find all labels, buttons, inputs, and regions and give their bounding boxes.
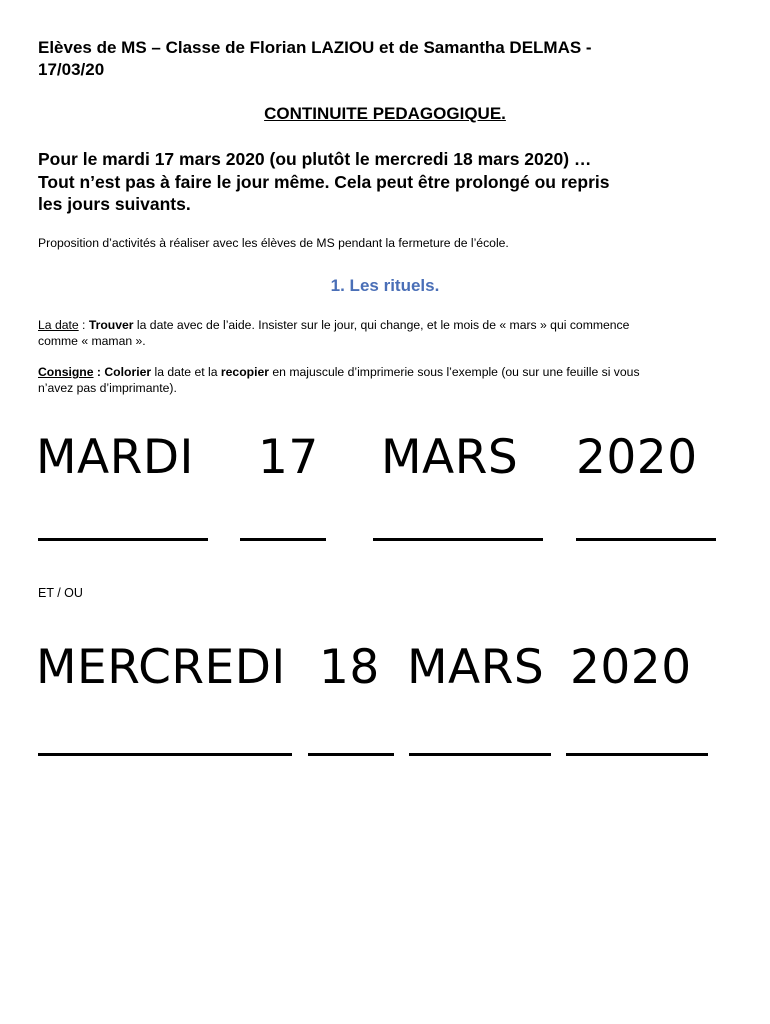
date2-year: 2020 [570,640,692,695]
intro-line-1: Pour le mardi 17 mars 2020 (ou plutôt le mercredi 18 mars 2020) … [38,149,592,169]
consigne-label: Consigne [38,365,94,379]
date2-day: MERCREDI [36,640,286,695]
consigne-separator: : [93,365,105,379]
proposition-text: Proposition d’activités à réaliser avec les élèves de MS pendant la fermeture de l’école. [38,236,509,250]
date1-year: 2020 [576,430,698,485]
date2-number-write-line [308,753,394,756]
date-paragraph [38,318,738,349]
consigne-text-line-2: n’avez pas d’imprimante). [38,380,177,395]
header-line-1: Elèves de MS – Classe de Florian LAZIOU et de Samantha DELMAS - [38,38,592,57]
header-line-2: 17/03/20 [38,60,105,79]
date-text-line-2: comme « maman ». [38,333,146,348]
date1-day-write-line [38,538,208,541]
consigne-verb-recopier: recopier [220,365,270,379]
date1-day: MARDI [36,430,194,485]
date2-month: MARS [407,640,545,695]
intro-line-2: Tout n’est pas à faire le jour même. Cela peut être prolongé ou repris [38,172,610,192]
consigne-text-line-1: en majuscule d’imprimerie sous l’exemple (ou sur une feuille si vous [269,365,640,379]
date-text-line-1: la date avec de l’aide. Insister sur le jour, qui change, et le mois de « mars » qui commence [133,318,630,332]
intro-line-3: les jours suivants. [38,194,191,214]
date1-year-write-line [576,538,716,541]
consigne-paragraph [38,365,738,396]
date-verb: Trouver [88,318,134,332]
date1-number: 17 [258,430,319,485]
date2-day-write-line [38,753,292,756]
consigne-verb-colorier: Colorier [104,365,152,379]
date2-month-write-line [409,753,551,756]
rituals-heading: 1. Les rituels. [330,276,440,295]
date-label: La date [38,318,79,332]
date2-year-write-line [566,753,708,756]
date-separator: : [78,318,89,332]
section-title: CONTINUITE PEDAGOGIQUE. [264,104,506,123]
et-ou-label: ET / OU [38,586,83,600]
consigne-mid: la date et la [151,365,221,379]
date1-month-write-line [373,538,543,541]
date1-number-write-line [240,538,326,541]
date1-month: MARS [381,430,519,485]
date2-number: 18 [319,640,380,695]
